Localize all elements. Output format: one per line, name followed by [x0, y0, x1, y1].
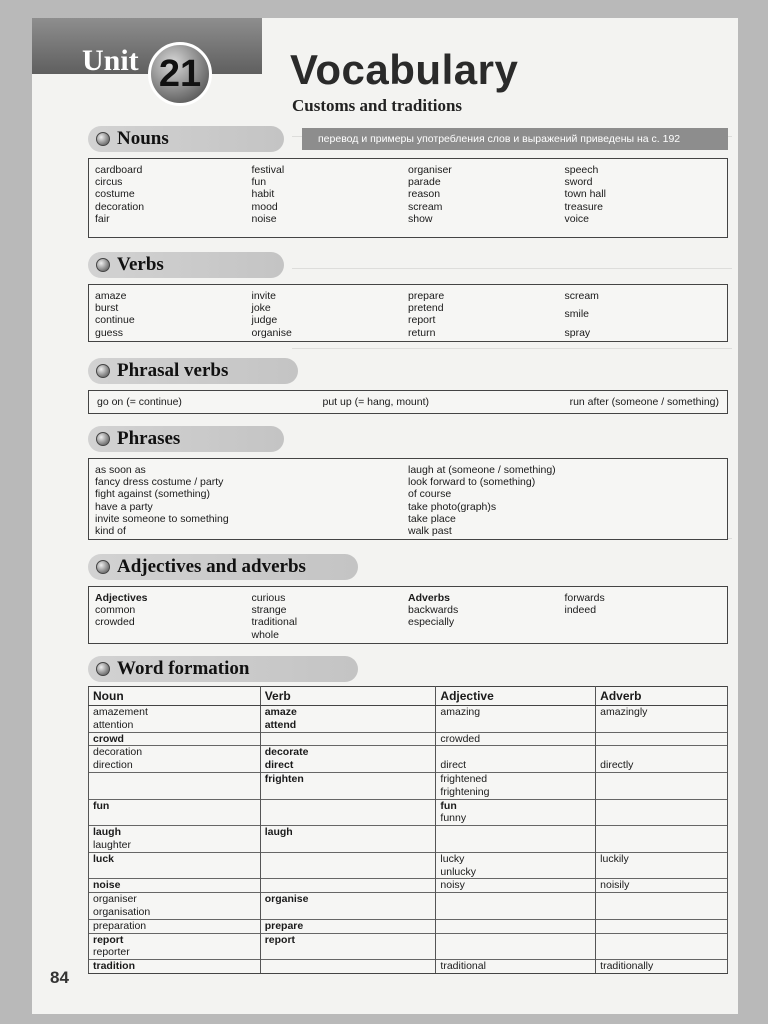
word: spray	[564, 326, 591, 339]
table-cell	[260, 960, 436, 974]
table-row	[89, 960, 728, 974]
word: whole	[251, 628, 279, 641]
table-cell: luckily	[596, 852, 728, 865]
word-formation-table	[88, 686, 728, 974]
table-cell	[596, 772, 728, 785]
table-cell: amazement	[89, 706, 261, 719]
table-row	[89, 919, 728, 933]
adjectives-col-1	[95, 592, 252, 641]
table-cell: funny	[436, 812, 596, 825]
word-column	[565, 164, 722, 225]
word: strange	[251, 604, 287, 617]
word: take photo(graph)s	[408, 500, 497, 513]
table-row	[89, 799, 728, 812]
adjectives-adverbs-box	[88, 586, 728, 644]
table-cell: direction	[89, 759, 261, 772]
column-header-adverb: Adverb	[596, 687, 728, 706]
adverbs-heading: Adverbs	[408, 592, 451, 604]
table-row	[89, 946, 728, 959]
table-row	[89, 719, 728, 732]
table-cell: amazingly	[596, 706, 728, 719]
table-cell: decoration	[89, 746, 261, 759]
word: look forward to (something)	[408, 476, 536, 489]
table-cell	[436, 919, 596, 933]
table-cell: noisily	[596, 879, 728, 893]
word: organiser	[408, 164, 452, 176]
word: crowded	[95, 616, 135, 629]
table-cell	[596, 799, 728, 812]
word: fun	[251, 176, 267, 189]
table-cell	[436, 933, 596, 946]
word: festival	[251, 164, 285, 176]
table-cell	[260, 732, 436, 746]
word-column	[252, 290, 409, 339]
word-column	[252, 164, 409, 225]
page-subtitle: Customs and traditions	[292, 96, 463, 115]
bullet-icon	[96, 258, 110, 272]
phrasal-verb: run after (someone / something)	[569, 396, 719, 408]
word: voice	[564, 212, 590, 225]
table-row	[89, 906, 728, 919]
table-cell: laugh	[89, 826, 261, 839]
table-cell: decorate	[260, 746, 436, 759]
word: forwards	[564, 592, 605, 604]
table-row	[89, 839, 728, 852]
section-label-adjectives-adverbs: Adjectives and adverbs	[88, 554, 358, 580]
table-row	[89, 893, 728, 906]
section-label-verbs: Verbs	[88, 252, 284, 278]
table-cell	[260, 786, 436, 799]
word: fight against (something)	[95, 488, 210, 501]
word: laugh at (someone / something)	[408, 464, 556, 476]
table-row	[89, 772, 728, 785]
table-cell: crowd	[89, 732, 261, 746]
word: burst	[95, 302, 119, 315]
table-cell: reporter	[89, 946, 261, 959]
word: continue	[95, 314, 135, 327]
table-cell: lucky	[436, 852, 596, 865]
table-row	[89, 933, 728, 946]
table-cell	[596, 719, 728, 732]
table-cell	[436, 946, 596, 959]
word: amaze	[95, 290, 127, 302]
unit-number-badge: 21	[148, 42, 212, 106]
table-cell	[596, 893, 728, 906]
phrasal-verb: go on (= continue)	[97, 396, 182, 408]
word-column	[565, 290, 722, 339]
table-row	[89, 812, 728, 825]
verbs-box	[88, 284, 728, 342]
word: sword	[564, 176, 593, 189]
column-header-noun: Noun	[89, 687, 261, 706]
table-cell	[260, 839, 436, 852]
table-cell: frightened	[436, 772, 596, 785]
table-cell	[436, 906, 596, 919]
section-label-word-formation: Word formation	[88, 656, 358, 682]
phrasal-verbs-box	[88, 390, 728, 414]
word: cardboard	[95, 164, 143, 176]
word: costume	[95, 188, 135, 201]
table-cell	[260, 812, 436, 825]
table-cell	[596, 732, 728, 746]
table-cell	[89, 866, 261, 879]
word: habit	[251, 188, 275, 201]
table-cell	[89, 772, 261, 785]
table-cell	[436, 839, 596, 852]
table-cell	[89, 786, 261, 799]
word: show	[408, 212, 433, 225]
table-cell: preparation	[89, 919, 261, 933]
word: of course	[408, 488, 452, 501]
show-through-line	[292, 268, 732, 269]
word: parade	[408, 176, 441, 189]
table-cell: noise	[89, 879, 261, 893]
table-cell	[436, 719, 596, 732]
word-column	[408, 290, 565, 339]
unit-banner	[32, 18, 262, 77]
table-cell: report	[260, 933, 436, 946]
word: smile	[564, 308, 590, 321]
word-column	[408, 164, 565, 225]
word: reason	[408, 188, 441, 201]
table-cell: amaze	[260, 706, 436, 719]
phrasal-verb: put up (= hang, mount)	[322, 396, 430, 408]
translation-note: перевод и примеры употребления слов и выражений приведены на с. 192	[302, 128, 728, 150]
phrases-box	[88, 458, 728, 540]
table-cell: luck	[89, 852, 261, 865]
word: backwards	[408, 604, 459, 617]
table-cell	[596, 826, 728, 839]
table-cell	[260, 799, 436, 812]
table-cell	[260, 866, 436, 879]
word: take place	[408, 512, 456, 525]
table-cell: amazing	[436, 706, 596, 719]
word: walk past	[408, 525, 452, 538]
table-row	[89, 852, 728, 865]
table-cell: unlucky	[436, 866, 596, 879]
bullet-icon	[96, 432, 110, 446]
table-cell	[436, 893, 596, 906]
show-through-line	[292, 348, 732, 349]
word: judge	[251, 314, 278, 327]
table-cell	[436, 826, 596, 839]
adverbs-col-1	[408, 592, 565, 641]
word: speech	[564, 164, 599, 176]
table-cell: crowded	[436, 732, 596, 746]
word: organise	[251, 326, 292, 339]
table-cell	[260, 946, 436, 959]
table-cell	[596, 919, 728, 933]
table-cell	[260, 906, 436, 919]
table-cell: fun	[436, 799, 596, 812]
table-row	[89, 746, 728, 759]
table-row	[89, 879, 728, 893]
table-cell: direct	[436, 759, 596, 772]
table-cell: organiser	[89, 893, 261, 906]
table-cell: prepare	[260, 919, 436, 933]
table-cell: frightening	[436, 786, 596, 799]
table-cell	[89, 812, 261, 825]
word: scream	[408, 200, 443, 213]
bullet-icon	[96, 132, 110, 146]
column-header-verb: Verb	[260, 687, 436, 706]
table-cell: tradition	[89, 960, 261, 974]
word: especially	[408, 616, 455, 629]
table-cell	[596, 866, 728, 879]
word: prepare	[408, 290, 445, 302]
table-cell	[260, 879, 436, 893]
word: guess	[95, 326, 124, 339]
word: decoration	[95, 200, 145, 213]
word-column	[95, 290, 252, 339]
word: return	[408, 326, 436, 339]
word: pretend	[408, 302, 444, 315]
word: as soon as	[95, 464, 146, 476]
adjectives-col-2	[252, 592, 409, 641]
table-cell: report	[89, 933, 261, 946]
column-header-adjective: Adjective	[436, 687, 596, 706]
adverbs-col-2	[565, 592, 722, 641]
table-cell	[596, 906, 728, 919]
word: fancy dress costume / party	[95, 476, 224, 489]
table-cell: traditional	[436, 960, 596, 974]
section-label-nouns: Nouns	[88, 126, 284, 152]
word: curious	[251, 592, 286, 604]
word: indeed	[564, 604, 597, 617]
table-cell: organisation	[89, 906, 261, 919]
table-cell: attention	[89, 719, 261, 732]
word: report	[408, 314, 436, 327]
table-row	[89, 826, 728, 839]
table-cell	[260, 852, 436, 865]
word: mood	[251, 200, 278, 213]
table-cell: laugh	[260, 826, 436, 839]
table-cell	[596, 812, 728, 825]
word-column	[95, 464, 408, 537]
bullet-icon	[96, 560, 110, 574]
bullet-icon	[96, 662, 110, 676]
table-row	[89, 706, 728, 719]
textbook-page	[32, 18, 738, 1014]
bullet-icon	[96, 364, 110, 378]
section-label-phrasal-verbs: Phrasal verbs	[88, 358, 298, 384]
table-cell	[596, 746, 728, 759]
table-cell: laughter	[89, 839, 261, 852]
word: common	[95, 604, 136, 617]
page-number: 84	[50, 968, 69, 987]
table-row	[89, 759, 728, 772]
word: noise	[251, 212, 277, 225]
table-cell: direct	[260, 759, 436, 772]
word: circus	[95, 176, 123, 189]
table-row	[89, 732, 728, 746]
table-header-row	[89, 687, 728, 706]
word: scream	[564, 290, 599, 302]
table-cell	[596, 946, 728, 959]
section-label-phrases: Phrases	[88, 426, 284, 452]
table-cell: noisy	[436, 879, 596, 893]
unit-word: Unit	[82, 44, 139, 77]
nouns-box	[88, 158, 728, 238]
word: fair	[95, 212, 110, 225]
word: joke	[251, 302, 271, 315]
word: kind of	[95, 525, 126, 538]
word: invite someone to something	[95, 512, 229, 525]
table-cell: frighten	[260, 772, 436, 785]
word: town hall	[564, 188, 606, 201]
word-column	[95, 164, 252, 225]
table-cell: traditionally	[596, 960, 728, 974]
table-cell: organise	[260, 893, 436, 906]
table-cell	[596, 839, 728, 852]
table-cell: directly	[596, 759, 728, 772]
word: traditional	[251, 616, 298, 629]
word-column	[408, 464, 721, 537]
table-cell	[596, 786, 728, 799]
table-row	[89, 866, 728, 879]
table-cell: attend	[260, 719, 436, 732]
table-row	[89, 786, 728, 799]
word: invite	[251, 290, 277, 302]
word: treasure	[564, 200, 604, 213]
word: have a party	[95, 500, 153, 513]
table-cell	[596, 933, 728, 946]
adjectives-heading: Adjectives	[95, 592, 148, 604]
table-cell	[436, 746, 596, 759]
page-title: Vocabulary	[290, 46, 519, 93]
table-cell: fun	[89, 799, 261, 812]
